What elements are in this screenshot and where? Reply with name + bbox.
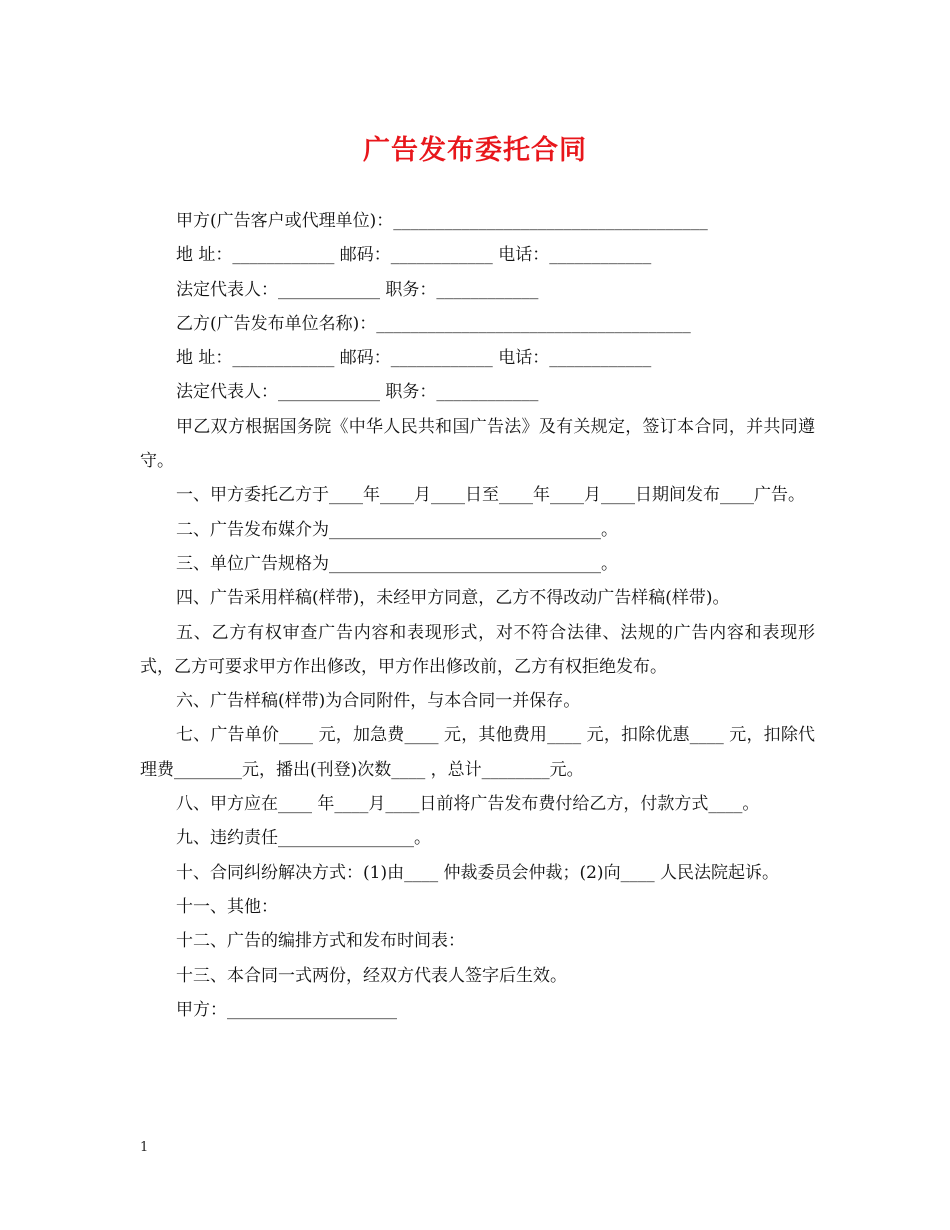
clause-13: 十三、本合同一式两份，经双方代表人签字后生效。: [176, 965, 567, 986]
clause-1: 一、甲方委托乙方于____年____月____日至____年____月____日期间发布____广告。: [176, 485, 805, 506]
signature-party-a: 甲方：____________________: [176, 999, 397, 1020]
clause-11: 十一、其他：: [176, 896, 278, 917]
clause-5: 五、乙方有权审查广告内容和表现形式，对不符合法律、法规的广告内容和表现形式，乙方可要求甲方作出修改，甲方作出修改前，乙方有权拒绝发布。: [140, 622, 815, 677]
party-a-line: 甲方(广告客户或代理单位)：_____________________________________: [176, 211, 708, 231]
contract-body: [140, 204, 815, 1027]
party-b-address-line: 地 址：____________ 邮码：____________ 电话：____________: [176, 348, 652, 369]
party-a-representative-line: 法定代表人：____________ 职务：____________: [176, 279, 539, 300]
clause-9: 九、违约责任________________。: [176, 828, 431, 849]
page-number: 1: [140, 1140, 149, 1155]
document-title: 广告发布委托合同: [363, 135, 587, 166]
clause-7: 七、广告单价____ 元，加急费____ 元，其他费用____ 元，扣除优惠____ 元，扣除代理费________元，播出(刊登)次数____ ，总计________元。: [140, 725, 815, 780]
clause-6: 六、广告样稿(样带)为合同附件，与本合同一并保存。: [176, 691, 581, 712]
clause-12: 十二、广告的编排方式和发布时间表：: [176, 931, 465, 952]
clause-8: 八、甲方应在____ 年____月____日前将广告发布费付给乙方，付款方式____。: [176, 794, 760, 815]
clause-10: 十、合同纠纷解决方式：(1)由____ 仲裁委员会仲裁；(2)向____ 人民法院起诉。: [176, 862, 779, 883]
party-a-address-line: 地 址：____________ 邮码：____________ 电话：____________: [176, 245, 652, 266]
clause-3: 三、单位广告规格为________________________________。: [176, 553, 618, 574]
party-b-line: 乙方(广告发布单位名称)：_____________________________________: [176, 313, 691, 334]
preamble-paragraph: 甲乙双方根据国务院《中华人民共和国广告法》及有关规定，签订本合同，并共同遵守。: [140, 416, 815, 472]
clause-4: 四、广告采用样稿(样带)，未经甲方同意，乙方不得改动广告样稿(样带)。: [176, 588, 730, 609]
party-b-representative-line: 法定代表人：____________ 职务：____________: [176, 382, 539, 403]
clause-2: 二、广告发布媒介为________________________________。: [176, 519, 618, 540]
